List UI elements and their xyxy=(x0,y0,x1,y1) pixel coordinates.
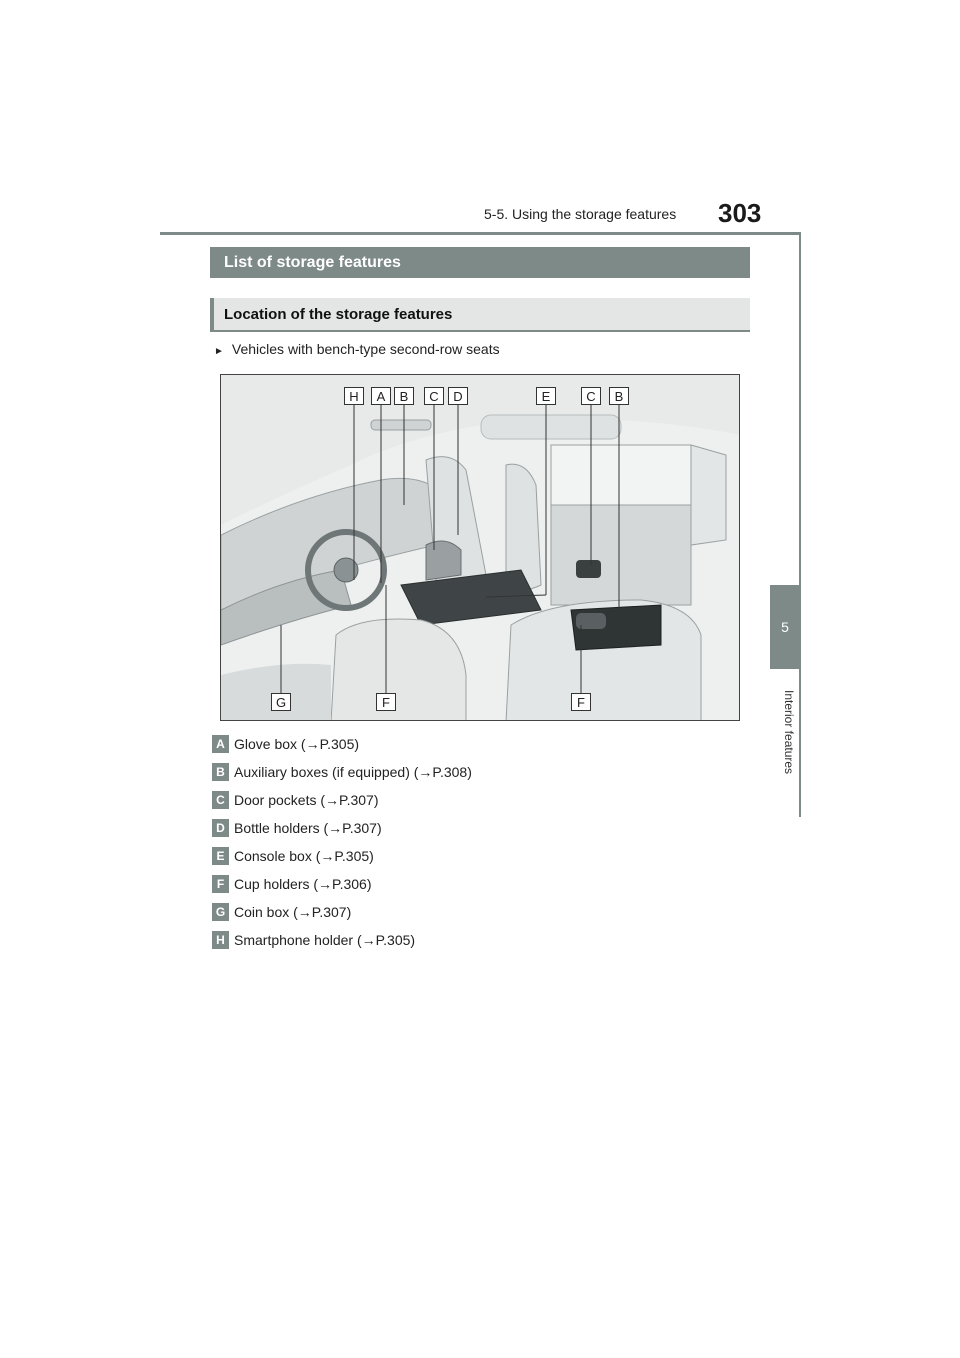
triangle-bullet-icon: ► xyxy=(214,346,224,357)
legend-badge: C xyxy=(212,791,229,809)
legend-text: Cup holders (→P.306) xyxy=(234,876,372,892)
legend-item xyxy=(212,842,472,870)
interior-illustration xyxy=(220,374,740,721)
callout-d: D xyxy=(448,387,468,405)
page-number: 303 xyxy=(718,198,762,228)
callout-h: H xyxy=(344,387,364,405)
legend-badge: B xyxy=(212,763,229,781)
subsection-banner xyxy=(210,298,750,332)
legend-badge: G xyxy=(212,903,229,921)
legend-item xyxy=(212,758,472,786)
vehicle-variant-bullet xyxy=(214,341,500,357)
legend-badge: D xyxy=(212,819,229,837)
legend-badge: A xyxy=(212,735,229,753)
legend-text: Auxiliary boxes (if equipped) (→P.308) xyxy=(234,764,472,780)
storage-legend xyxy=(212,730,472,954)
chapter-tab[interactable] xyxy=(770,585,800,669)
chapter-title: Interior features xyxy=(782,690,796,775)
section-banner xyxy=(210,247,750,278)
callout-b: B xyxy=(394,387,414,405)
callout-a: A xyxy=(371,387,391,405)
section-banner-title: List of storage features xyxy=(224,253,401,271)
legend-item xyxy=(212,898,472,926)
legend-item xyxy=(212,814,472,842)
callout-c-rear: C xyxy=(581,387,601,405)
legend-text: Coin box (→P.307) xyxy=(234,904,352,920)
legend-badge: F xyxy=(212,875,229,893)
callout-c: C xyxy=(424,387,444,405)
vehicle-variant-text: Vehicles with bench-type second-row seats xyxy=(231,341,500,357)
legend-text: Console box (→P.305) xyxy=(234,848,374,864)
legend-item xyxy=(212,786,472,814)
legend-item xyxy=(212,926,472,954)
legend-item xyxy=(212,730,472,758)
legend-item xyxy=(212,870,472,898)
legend-badge: E xyxy=(212,847,229,865)
callout-b-rear: B xyxy=(609,387,629,405)
subsection-banner-title: Location of the storage features xyxy=(224,305,453,323)
callout-f-rear: F xyxy=(571,693,591,711)
side-rule xyxy=(799,232,801,817)
callout-e: E xyxy=(536,387,556,405)
header-rule xyxy=(160,232,800,235)
chapter-number: 5 xyxy=(781,619,789,635)
legend-text: Glove box (→P.305) xyxy=(234,736,360,752)
car-interior-drawing xyxy=(221,375,740,721)
legend-text: Bottle holders (→P.307) xyxy=(234,820,382,836)
legend-badge: H xyxy=(212,931,229,949)
legend-text: Door pockets (→P.307) xyxy=(234,792,379,808)
section-header: 5-5. Using the storage features xyxy=(484,206,677,222)
callout-f: F xyxy=(376,693,396,711)
legend-text: Smartphone holder (→P.305) xyxy=(234,932,416,948)
callout-g: G xyxy=(271,693,291,711)
